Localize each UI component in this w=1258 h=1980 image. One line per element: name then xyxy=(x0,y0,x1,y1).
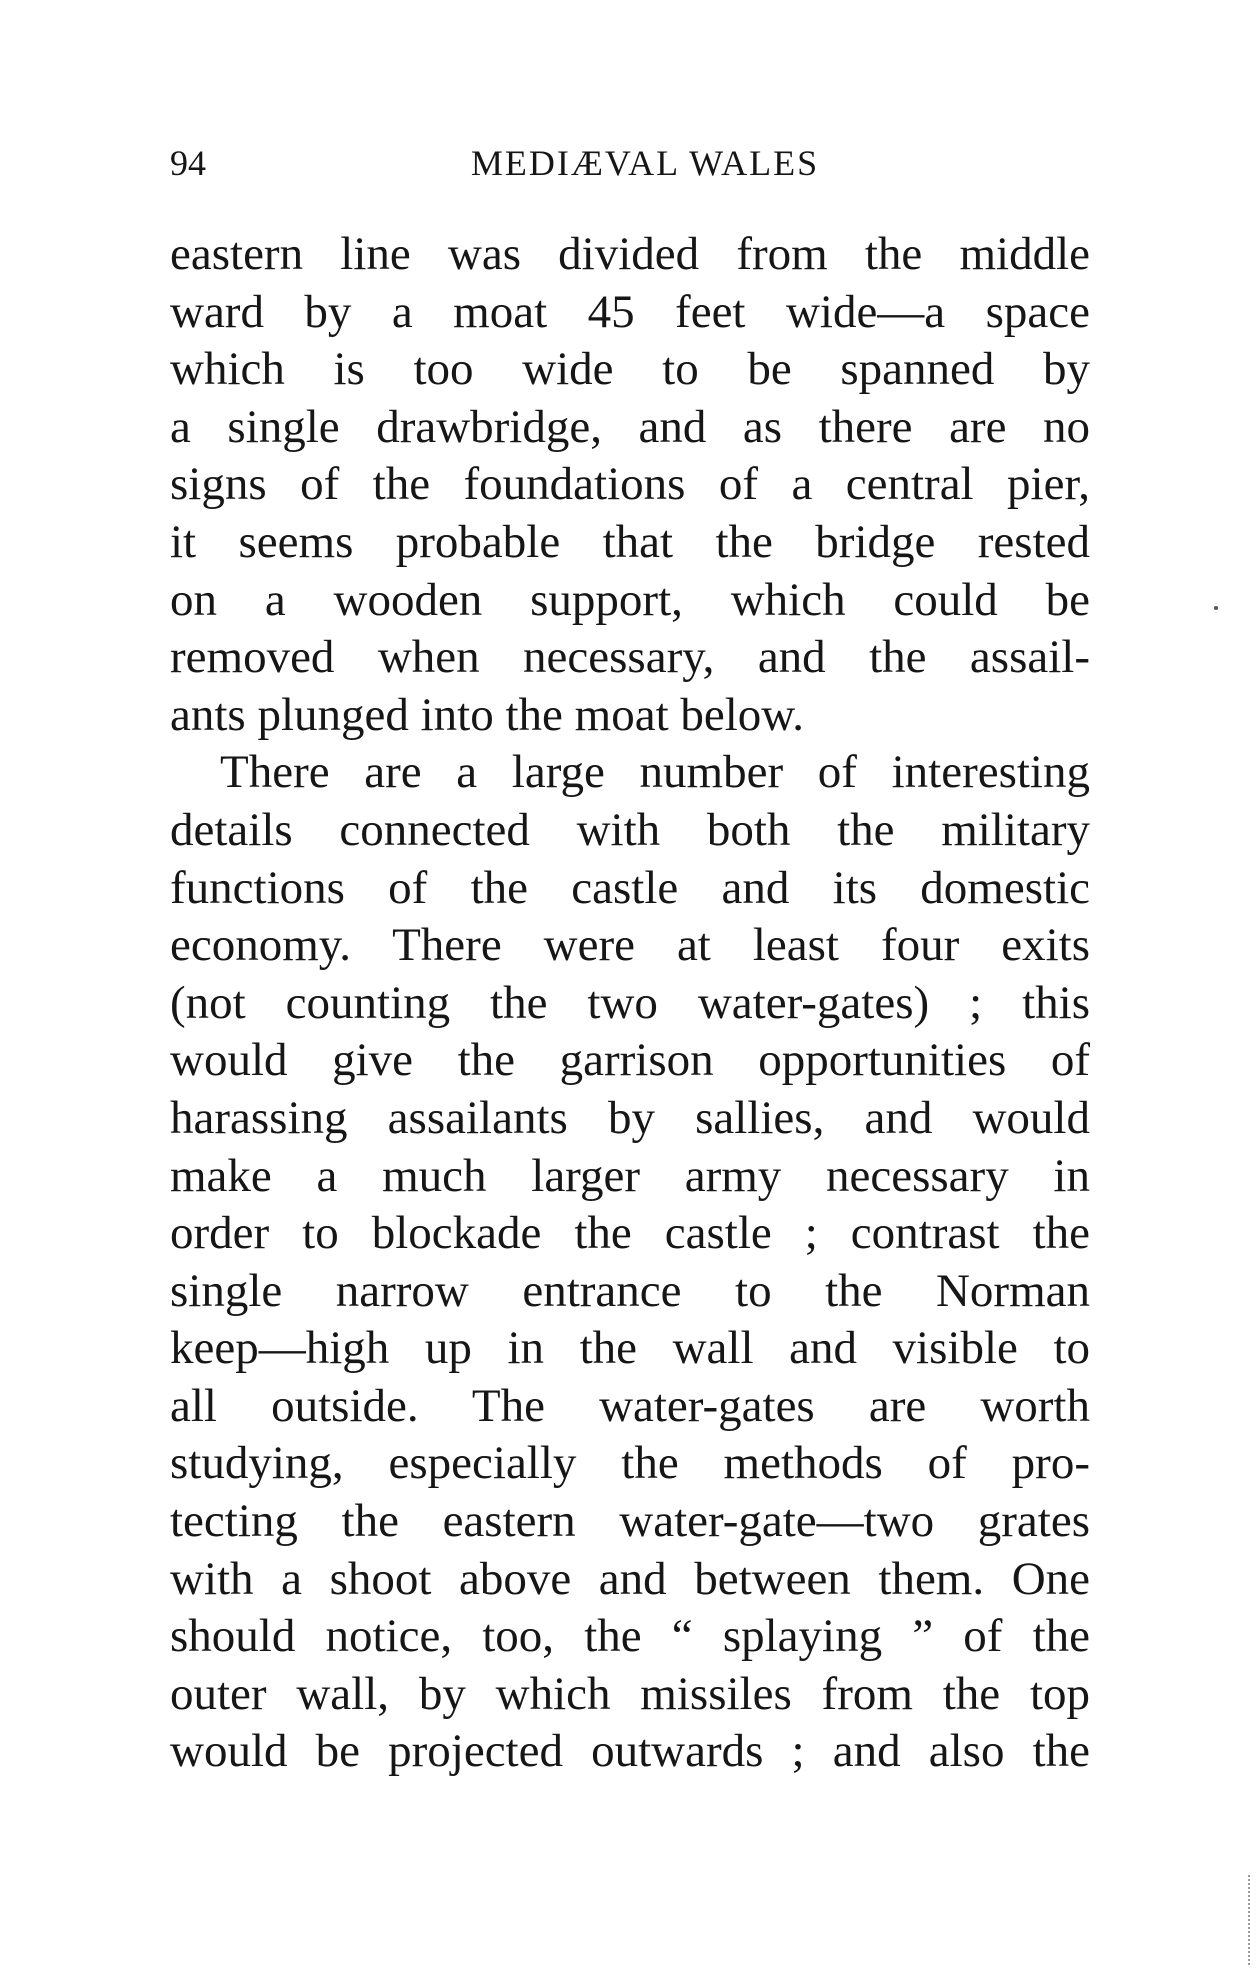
text-line: tecting the eastern water-gate—two grates xyxy=(170,1495,1090,1548)
text-line: ants plunged into the moat below. xyxy=(170,688,804,741)
text-line: removed when necessary, and the assail- xyxy=(170,631,1090,684)
text-line: keep—high up in the wall and visible to xyxy=(170,1322,1090,1375)
text-line: which is too wide to be spanned by xyxy=(170,343,1090,396)
text-line: it seems probable that the bridge rested xyxy=(170,515,1090,568)
text-line: eastern line was divided from the middle xyxy=(170,228,1090,280)
text-line: order to blockade the castle ; contrast the xyxy=(170,1207,1090,1260)
text-line: on a wooden support, which could be xyxy=(170,573,1090,626)
scan-edge-marks xyxy=(1246,1875,1250,1965)
text-line: functions of the castle and its domestic xyxy=(170,861,1090,914)
text-line: all outside. The water-gates are worth xyxy=(170,1379,1090,1432)
running-title: MEDIÆVAL WALES xyxy=(470,143,820,183)
text-line: ward by a moat 45 feet wide—a space xyxy=(170,285,1090,338)
text-line: make a much larger army necessary in xyxy=(170,1149,1090,1202)
running-head xyxy=(170,138,1090,188)
text-line: would give the garrison opportunities of xyxy=(170,1034,1090,1087)
text-line: (not counting the two water-gates) ; this xyxy=(170,976,1090,1029)
text-line: single narrow entrance to the Norman xyxy=(170,1264,1090,1317)
text-line: There are a large number of interesting xyxy=(220,746,1090,799)
text-line: economy. There were at least four exits xyxy=(170,919,1090,972)
page-number: 94 xyxy=(170,143,206,183)
text-line: outer wall, by which missiles from the top xyxy=(170,1667,1090,1720)
text-line: a single drawbridge, and as there are no xyxy=(170,400,1090,453)
text-line: would be projected outwards ; and also the xyxy=(170,1725,1090,1778)
text-line: with a shoot above and between them. One xyxy=(170,1552,1090,1605)
text-line: harassing assailants by sallies, and would xyxy=(170,1091,1090,1144)
text-line: should notice, too, the “ splaying ” of the xyxy=(170,1610,1090,1663)
scan-speck xyxy=(1214,606,1218,610)
text-line: studying, especially the methods of pro- xyxy=(170,1437,1090,1490)
text-line: details connected with both the military xyxy=(170,803,1090,856)
text-line: signs of the foundations of a central pier, xyxy=(170,458,1090,511)
body-text xyxy=(170,226,1090,1781)
